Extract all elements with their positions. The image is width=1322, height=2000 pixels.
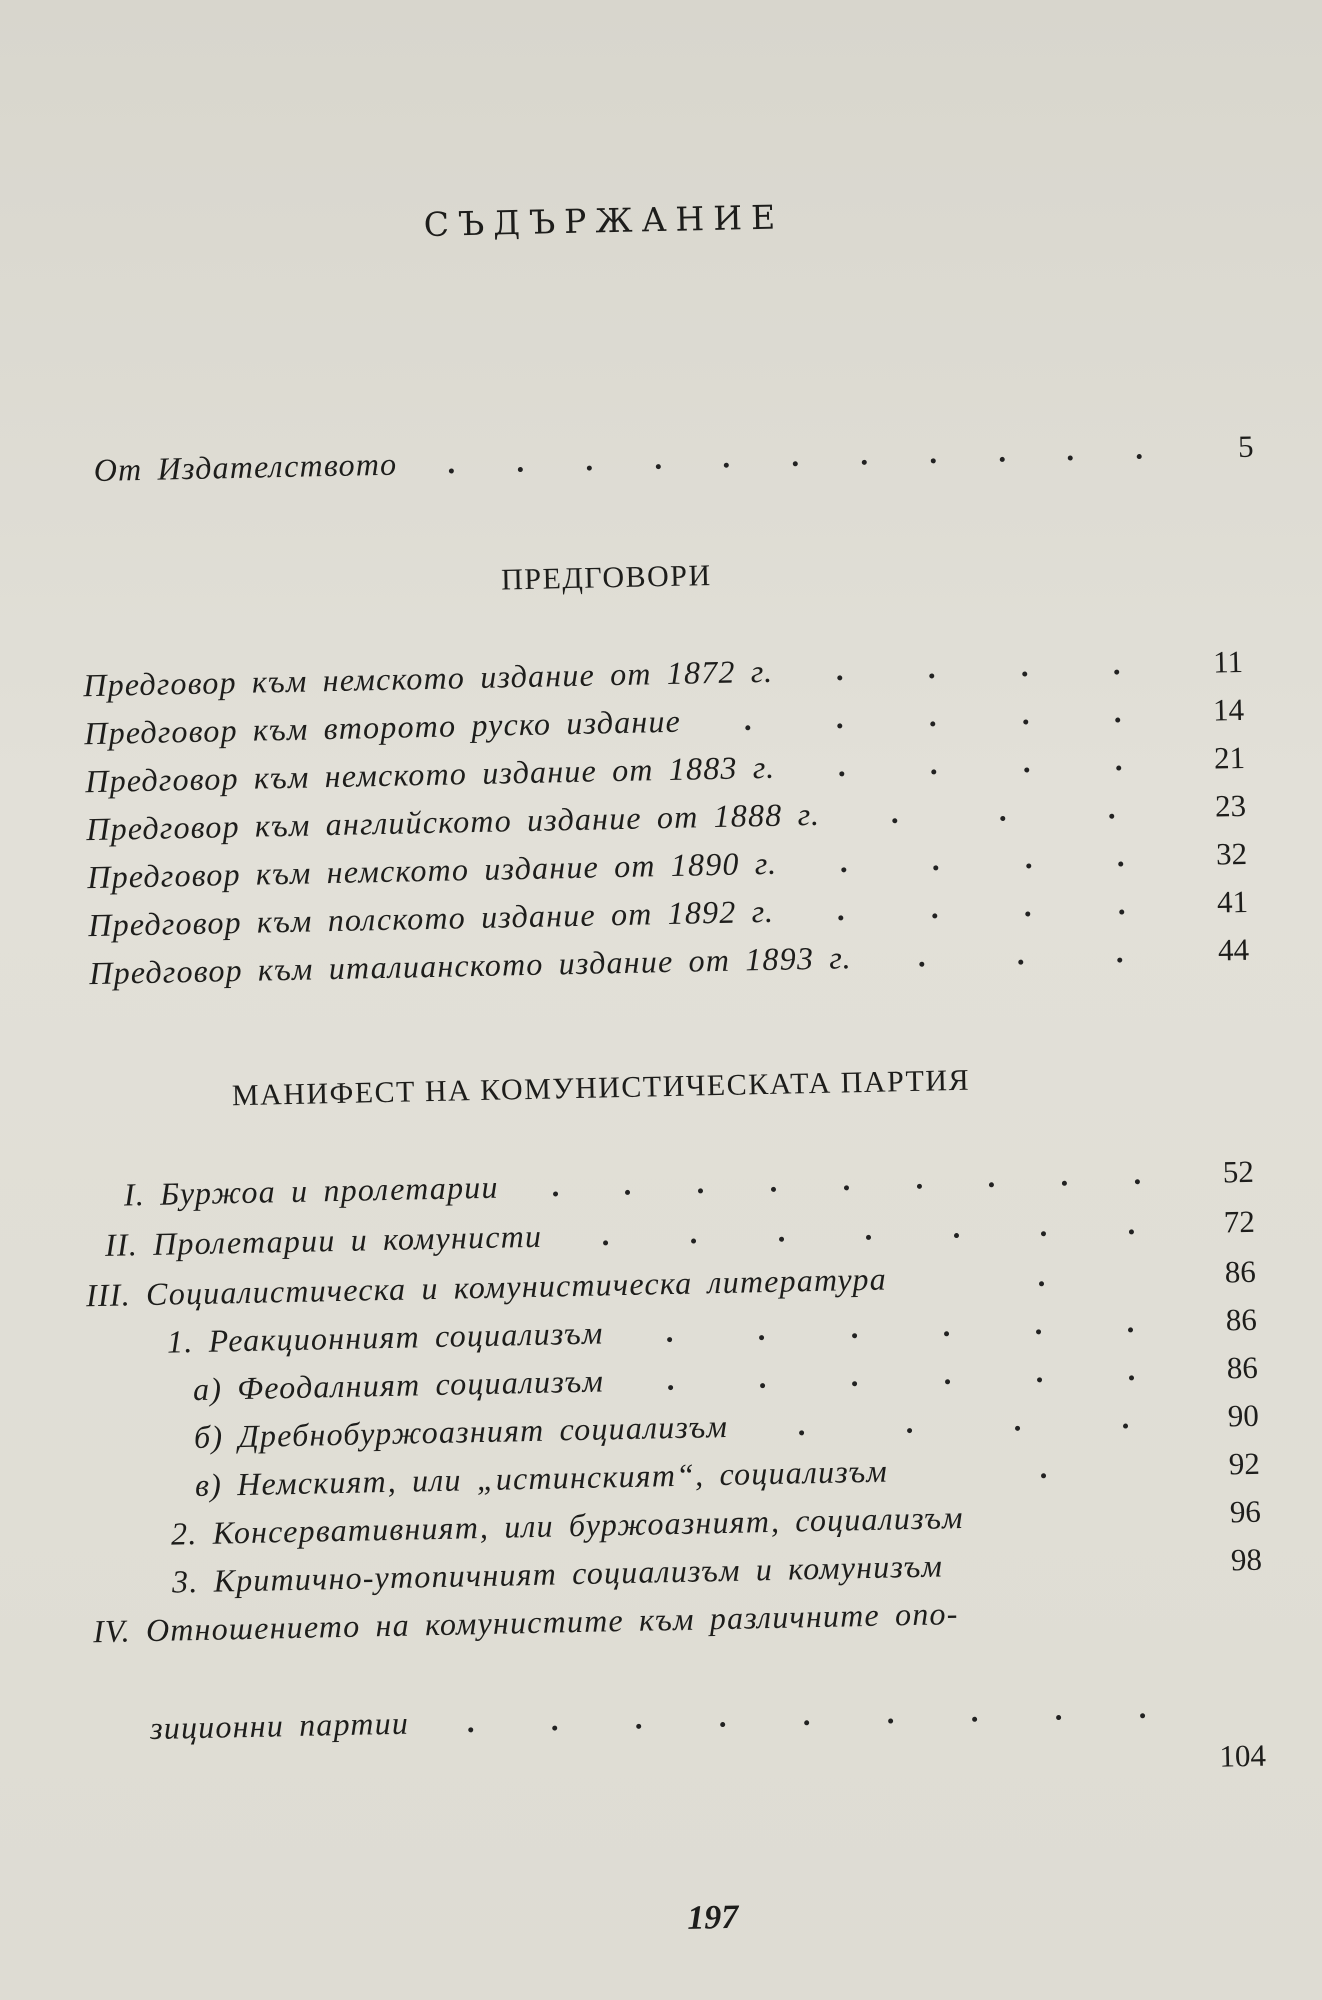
leader-dots bbox=[887, 1264, 1186, 1289]
toc-entry-label: Предговор към английското издание от 1888 г. bbox=[85, 795, 821, 848]
toc-entry-page: 96 bbox=[1229, 1493, 1262, 1530]
section-heading: МАНИФЕСТ НА КОМУНИСТИЧЕСКАТА ПАРТИЯ bbox=[231, 1063, 971, 1113]
leader-dots bbox=[888, 1456, 1190, 1481]
leader-dots bbox=[852, 942, 1180, 968]
leader-dots bbox=[542, 1214, 1185, 1246]
toc-entry-page: 98 bbox=[1230, 1541, 1263, 1578]
toc-entry-label: I. Буржоа и пролетарии bbox=[123, 1168, 499, 1213]
toc-entry-page: 14 bbox=[1212, 691, 1245, 728]
leader-dots bbox=[603, 1312, 1187, 1343]
toc-entry-page: 90 bbox=[1227, 1397, 1260, 1434]
leader-dots bbox=[775, 750, 1175, 777]
toc-entry-page: 23 bbox=[1214, 787, 1247, 824]
page-number: 197 bbox=[686, 1898, 739, 1937]
toc-entry-label: Предговор към немското издание от 1890 г. bbox=[86, 844, 778, 896]
toc-entry-label: Предговор към полското издание от 1892 г. bbox=[87, 892, 775, 944]
leader-dots bbox=[409, 1698, 1195, 1733]
toc-entry-label: IV. Отношението на комунистите към различните опо- bbox=[92, 1595, 959, 1650]
leader-dots bbox=[964, 1523, 1191, 1528]
toc-entry-label: а) Феодалният социализъм bbox=[192, 1362, 605, 1408]
leader-dots bbox=[728, 1408, 1189, 1437]
toc-entry-page: 72 bbox=[1223, 1203, 1256, 1240]
toc-entry bbox=[93, 428, 1254, 496]
toc-entry-page: 86 bbox=[1226, 1349, 1259, 1386]
leader-dots bbox=[397, 439, 1184, 474]
leader-dots bbox=[681, 702, 1174, 731]
toc-entry-page: 21 bbox=[1213, 739, 1246, 776]
toc-entry-page: 92 bbox=[1228, 1445, 1261, 1482]
toc-entry-label: 3. Критично-утопичният социализъм и комунизъм bbox=[171, 1547, 944, 1600]
toc-entry-label: Предговор към немското издание от 1883 г. bbox=[84, 748, 776, 800]
leader-dots bbox=[943, 1571, 1192, 1576]
leader-dots bbox=[604, 1360, 1188, 1391]
toc-entry-label: Предговор към немското издание от 1872 г. bbox=[82, 652, 774, 704]
section-heading: ПРЕДГОВОРИ bbox=[500, 559, 712, 597]
leader-dots bbox=[959, 1619, 1193, 1624]
toc-entry-label: Предговор към италианското издание от 1893 г. bbox=[88, 939, 853, 992]
toc-entry-page: 86 bbox=[1224, 1253, 1257, 1290]
leader-dots bbox=[773, 654, 1173, 681]
leader-dots bbox=[498, 1164, 1184, 1197]
toc-entry-label: II. Пролетарии и комунисти bbox=[104, 1217, 543, 1263]
toc-entry-label: 2. Консервативният, или буржоазният, социализъм bbox=[170, 1498, 965, 1552]
toc-entry-page: 5 bbox=[1237, 428, 1254, 464]
toc-entry-page: 104 bbox=[1219, 1737, 1267, 1774]
leader-dots bbox=[777, 846, 1177, 873]
page-title: СЪДЪРЖАНИЕ bbox=[423, 197, 785, 244]
leader-dots bbox=[820, 798, 1176, 824]
toc-entry-page: 11 bbox=[1212, 643, 1244, 680]
toc-entry-page: 44 bbox=[1217, 931, 1250, 968]
toc-entry-page: 41 bbox=[1216, 883, 1249, 920]
toc-entry-label: в) Немският, или „истинският“, социализъм bbox=[194, 1452, 889, 1504]
toc-entry-label: зиционни партии bbox=[149, 1704, 410, 1747]
toc-entry-label: 1. Реакционният социализъм bbox=[166, 1314, 604, 1360]
toc-entry-label: Предговор към второто руско издание bbox=[83, 702, 682, 752]
leader-dots bbox=[774, 894, 1178, 921]
table-of-contents bbox=[49, 0, 1267, 1937]
toc-entry-page: 52 bbox=[1222, 1153, 1255, 1190]
toc-entry-page: 86 bbox=[1225, 1301, 1258, 1338]
toc-entry-label: От Издателството bbox=[93, 445, 398, 488]
toc-entry-label: III. Социалистическа и комунистическа литература bbox=[85, 1260, 888, 1314]
toc-entry-page bbox=[1193, 1618, 1263, 1619]
toc-entry-label: б) Дребнобуржоазният социализъм bbox=[193, 1407, 729, 1456]
bleed-through-text bbox=[620, 20, 629, 50]
toc-entry-page: 32 bbox=[1215, 835, 1248, 872]
